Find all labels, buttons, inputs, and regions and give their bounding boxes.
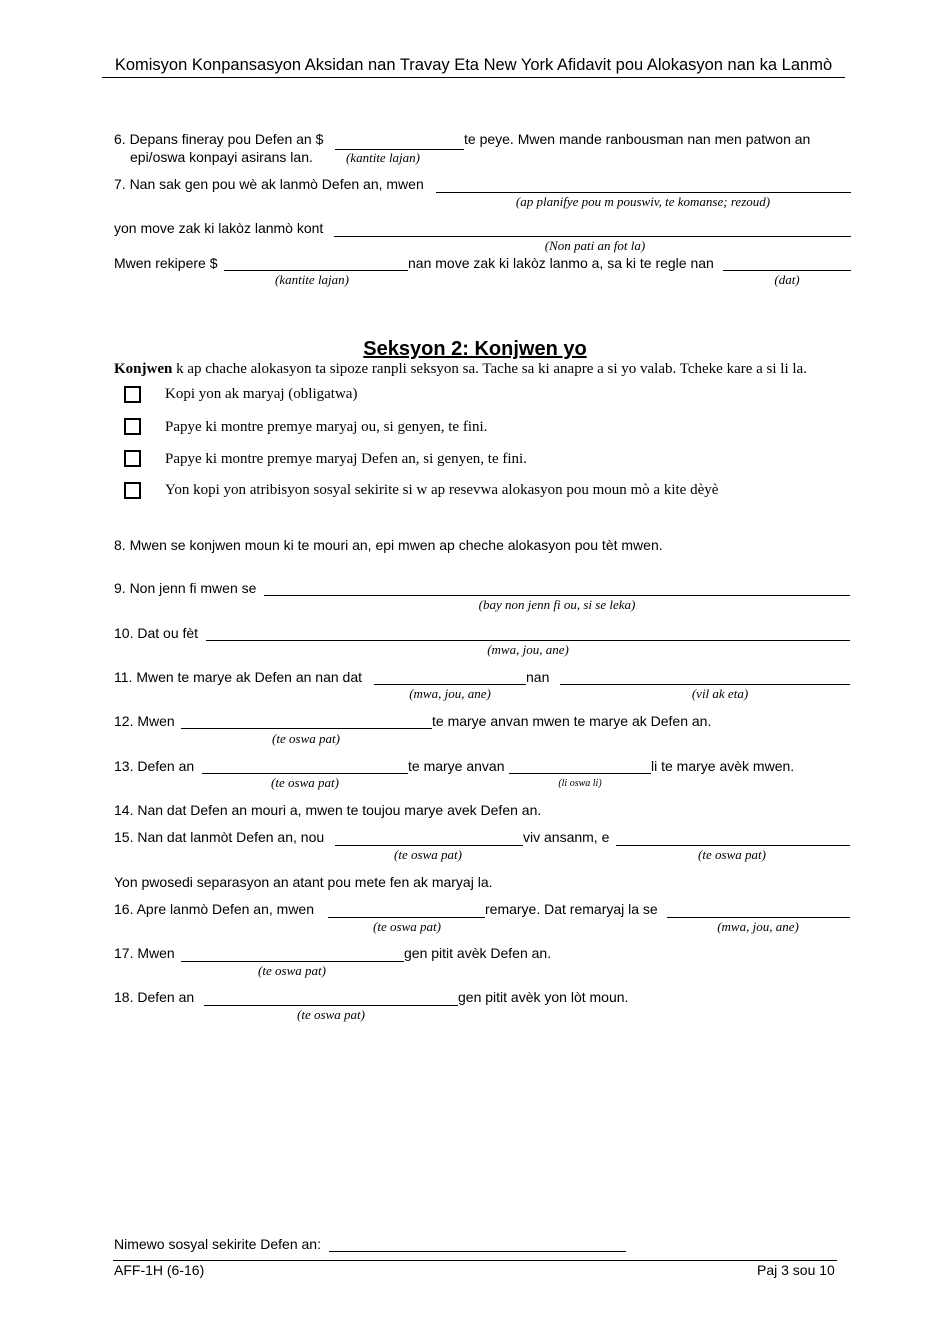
- q10-label: 10. Dat ou fèt: [114, 625, 199, 641]
- q13-middle: te marye anvan: [408, 758, 505, 774]
- q7c-amount-field[interactable]: [224, 270, 408, 271]
- q7c-label: Mwen rekipere $: [114, 255, 218, 271]
- q16-label: 16. Apre lanmò Defen an, mwen: [114, 901, 315, 917]
- q7c-hint-amount: (kantite lajan): [274, 272, 350, 287]
- q15-label: 15. Nan dat lanmòt Defen an, nou: [114, 829, 325, 845]
- q6-line2: epi/oswa konpayi asirans lan.: [130, 149, 313, 165]
- q13-label: 13. Defen an: [114, 758, 195, 774]
- q11-label: 11. Mwen te marye ak Defen an nan dat: [114, 669, 362, 685]
- q11-place-field[interactable]: [560, 684, 850, 685]
- q9-label: 9. Non jenn fi mwen se: [114, 580, 257, 596]
- q16-field-1[interactable]: [328, 917, 485, 918]
- q13-hint-1: (te oswa pat): [271, 775, 339, 790]
- page-number: Paj 3 sou 10: [757, 1262, 835, 1278]
- q18-suffix: gen pitit avèk yon lòt moun.: [458, 989, 629, 1005]
- checkbox-marriage-copy[interactable]: [124, 386, 141, 403]
- q11-hint-place: (vil ak eta): [691, 686, 749, 701]
- checkbox-own-prior-marriage[interactable]: [124, 418, 141, 435]
- q10-birthdate-field[interactable]: [206, 640, 850, 641]
- q15-hint-1: (te oswa pat): [394, 847, 462, 862]
- q11-middle: nan: [526, 669, 550, 685]
- q7b-label: yon move zak ki lakòz lanmò kont: [114, 220, 324, 236]
- checkbox-social-security-award[interactable]: [124, 482, 141, 499]
- q13-field-2[interactable]: [509, 773, 651, 774]
- form-id: AFF-1H (6-16): [114, 1262, 205, 1278]
- q7c-middle: nan move zak ki lakòz lanmo a, sa ki te regle nan: [408, 255, 714, 271]
- q14-statement: 14. Nan dat Defen an mouri a, mwen te toujou marye avek Defen an.: [114, 802, 542, 818]
- ssn-label: Nimewo sosyal sekirite Defen an:: [114, 1236, 321, 1252]
- q15-field-1[interactable]: [335, 845, 523, 846]
- q11-date-field[interactable]: [374, 684, 526, 685]
- q7-hint: (ap planifye pou m pouswiv, te komanse; rezoud): [515, 194, 771, 209]
- q16-middle: remarye. Dat remaryaj la se: [485, 901, 658, 917]
- q15-note: Yon pwosedi separasyon an atant pou mete fen ak maryaj la.: [114, 874, 493, 890]
- q10-hint: (mwa, jou, ane): [487, 642, 569, 657]
- checklist-item: Papye ki montre premye maryaj Defen an, si genyen, te fini.: [165, 451, 527, 467]
- q7c-date-field[interactable]: [723, 270, 851, 271]
- q9-hint: (bay non jenn fi ou, si se leka): [478, 597, 636, 612]
- q7c-hint-date: (dat): [774, 272, 800, 287]
- q9-maiden-name-field[interactable]: [264, 595, 850, 596]
- q15-field-2[interactable]: [616, 845, 850, 846]
- footer-divider: [113, 1260, 837, 1261]
- q18-label: 18. Defen an: [114, 989, 195, 1005]
- q6-suffix: te peye. Mwen mande ranbousman nan men patwon an: [464, 131, 811, 147]
- checkbox-deceased-prior-marriage[interactable]: [124, 450, 141, 467]
- q12-hint: (te oswa pat): [272, 731, 340, 746]
- page-header-title: Komisyon Konpansasyon Aksidan nan Travay Eta New York Afidavit pou Alokasyon nan ka Lanmò: [102, 56, 845, 78]
- q16-remarriage-date-field[interactable]: [667, 917, 850, 918]
- q18-field[interactable]: [204, 1005, 458, 1006]
- q17-field[interactable]: [181, 961, 404, 962]
- q15-hint-2: (te oswa pat): [698, 847, 766, 862]
- q6-label: 6. Depans fineray pou Defen an $: [114, 131, 324, 147]
- q17-label: 17. Mwen: [114, 945, 175, 961]
- q17-hint: (te oswa pat): [258, 963, 326, 978]
- q18-hint: (te oswa pat): [297, 1007, 365, 1022]
- q16-hint-1: (te oswa pat): [373, 919, 441, 934]
- q11-hint-date: (mwa, jou, ane): [409, 686, 491, 701]
- section-2-title: Seksyon 2: Konjwen yo: [363, 338, 587, 360]
- q7b-party-field[interactable]: [334, 236, 851, 237]
- q13-hint-2: (li oswa li): [558, 778, 602, 789]
- q16-hint-2: (mwa, jou, ane): [717, 919, 799, 934]
- q15-middle: viv ansanm, e: [523, 829, 610, 845]
- q13-suffix: li te marye avèk mwen.: [651, 758, 795, 774]
- checklist-item: Papye ki montre premye maryaj ou, si genyen, te fini.: [165, 419, 488, 435]
- q6-hint: (kantite lajan): [345, 150, 421, 165]
- checklist-item: Yon kopi yon atribisyon sosyal sekirite si w ap resevwa alokasyon pou moun mò a kite dèyè: [165, 482, 719, 498]
- checklist-item: Kopi yon ak maryaj (obligatwa): [165, 386, 358, 402]
- q8-statement: 8. Mwen se konjwen moun ki te mouri an, epi mwen ap cheche alokasyon pou tèt mwen.: [114, 537, 663, 553]
- q7-status-field[interactable]: [436, 192, 851, 193]
- q13-field-1[interactable]: [202, 773, 408, 774]
- q7-label: 7. Nan sak gen pou wè ak lanmò Defen an, mwen: [114, 176, 424, 192]
- ssn-field[interactable]: [329, 1251, 626, 1252]
- q12-suffix: te marye anvan mwen te marye ak Defen an.: [432, 713, 712, 729]
- q12-label: 12. Mwen: [114, 713, 175, 729]
- q7b-hint: (Non pati an fot la): [544, 238, 646, 253]
- q17-suffix: gen pitit avèk Defen an.: [404, 945, 552, 961]
- q12-field[interactable]: [181, 728, 432, 729]
- section-2-intro: Konjwen k ap chache alokasyon ta sipoze ranpli seksyon sa. Tache sa ki anapre a si yo valab. Tcheke kare a si li la.: [114, 361, 807, 377]
